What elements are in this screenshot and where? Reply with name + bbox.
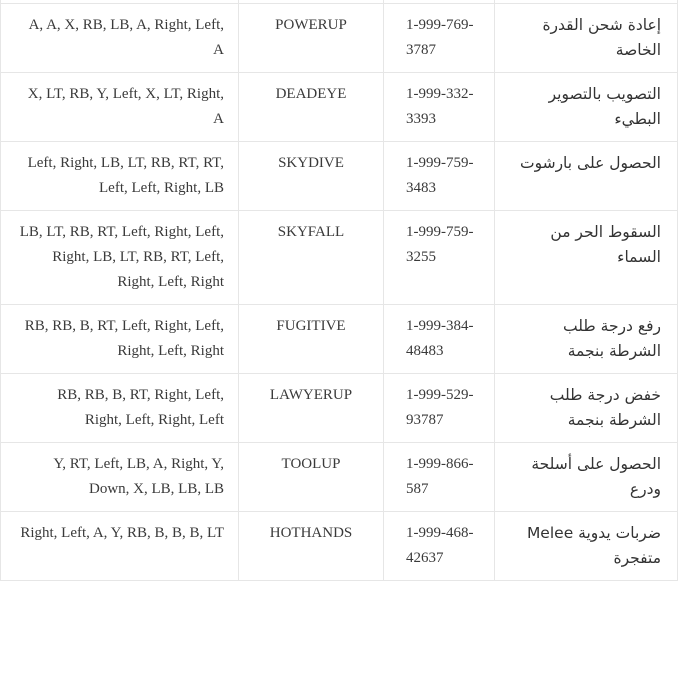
cell-buttons: RB, RB, B, RT, Right, Left, Right, Left, Right, Left xyxy=(1,374,239,443)
cell-buttons: Y, RT, Left, LB, A, Right, Y, Down, X, LB, LB, LB xyxy=(1,443,239,512)
cell-name: التصويب بالتصوير البطيء xyxy=(495,73,678,142)
cell-cheat: DEADEYE xyxy=(239,73,384,142)
table-row xyxy=(1,211,678,305)
table-row xyxy=(1,512,678,581)
cell-name: الحصول على أسلحة ودرع xyxy=(495,443,678,512)
cell-name: خفض درجة طلب الشرطة بنجمة xyxy=(495,374,678,443)
cell-name: السقوط الحر من السماء xyxy=(495,211,678,305)
cell-cheat: SKYFALL xyxy=(239,211,384,305)
table-row xyxy=(1,142,678,211)
cell-cheat: TOOLUP xyxy=(239,443,384,512)
cell-phone: 1-999-769-3787 xyxy=(384,4,495,73)
cell-buttons: X, LT, RB, Y, Left, X, LT, Right, A xyxy=(1,73,239,142)
table-row xyxy=(1,4,678,73)
cell-name: الحصول على بارشوت xyxy=(495,142,678,211)
cell-buttons: LB, LT, RB, RT, Left, Right, Left, Right, LB, LT, RB, RT, Left, Right, Left, Right xyxy=(1,211,239,305)
cell-buttons: RB, RB, B, RT, Left, Right, Left, Right, Left, Right xyxy=(1,305,239,374)
cell-buttons: Left, Right, LB, LT, RB, RT, RT, Left, Left, Right, LB xyxy=(1,142,239,211)
cell-buttons: Right, Left, A, Y, RB, B, B, B, LT xyxy=(1,512,239,581)
table-row xyxy=(1,305,678,374)
cell-phone: 1-999-759-3255 xyxy=(384,211,495,305)
cell-phone: 1-999-866-587 xyxy=(384,443,495,512)
table-row xyxy=(1,374,678,443)
cell-phone: 1-999-332-3393 xyxy=(384,73,495,142)
cell-cheat: POWERUP xyxy=(239,4,384,73)
cell-buttons: A, A, X, RB, LB, A, Right, Left, A xyxy=(1,4,239,73)
cell-name: رفع درجة طلب الشرطة بنجمة xyxy=(495,305,678,374)
cell-cheat: FUGITIVE xyxy=(239,305,384,374)
cell-phone: 1-999-759-3483 xyxy=(384,142,495,211)
table-row xyxy=(1,73,678,142)
cell-cheat: LAWYERUP xyxy=(239,374,384,443)
cell-phone: 1-999-529-93787 xyxy=(384,374,495,443)
cell-name: ضربات يدوية Melee متفجرة xyxy=(495,512,678,581)
cell-cheat: HOTHANDS xyxy=(239,512,384,581)
cell-name: إعادة شحن القدرة الخاصة xyxy=(495,4,678,73)
cell-cheat: SKYDIVE xyxy=(239,142,384,211)
table-row xyxy=(1,443,678,512)
cell-phone: 1-999-384-48483 xyxy=(384,305,495,374)
cell-phone: 1-999-468-42637 xyxy=(384,512,495,581)
